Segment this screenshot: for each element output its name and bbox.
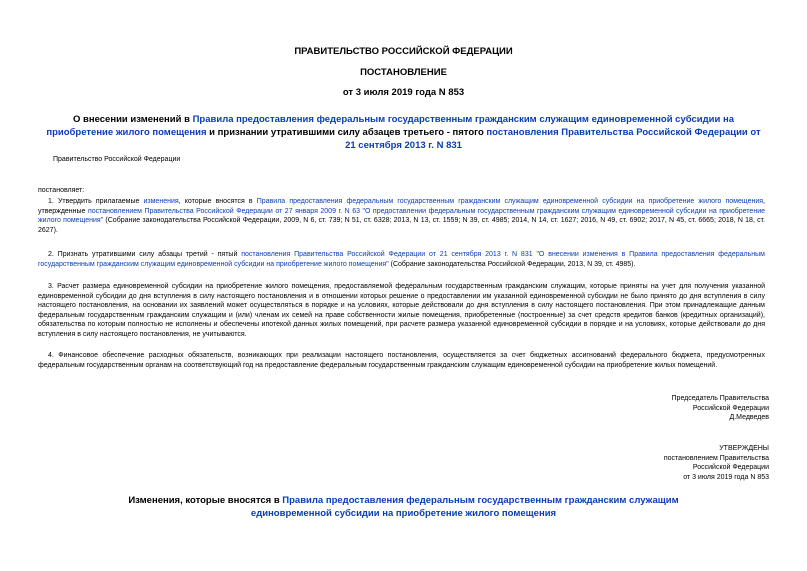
p1-text-3: , утвержденные (38, 198, 765, 215)
date-number-heading: от 3 июля 2019 года N 853 (342, 87, 465, 98)
p1-link-decree-63[interactable]: постановлением Правительства Российской Федерации от 27 января 2009 г. N 63 "О предоставлении федеральным государственным гражданским служащим единовременной субсидии на приобретение жилого помещения" (38, 207, 765, 225)
document-title (40, 113, 767, 152)
approved-line-2: постановлением Правительства (663, 454, 769, 462)
paragraph-2 (38, 250, 765, 269)
paragraph-1 (38, 197, 765, 235)
signature-line-2: Российской Федерации (692, 404, 769, 412)
p1-link-rules[interactable]: Правила предоставления федеральным государственным гражданским служащим единовременной субсидии на приобретение жилого помещения (256, 198, 764, 205)
p1-text-4: (Собрание законодательства Российской Федерации, 2009, N 6, ст. 739; N 51, ст. 6328; 2013, N 13, ст. 1559; N 39, ст. 4985; 2014, N 14, ст. 1627; 2016, N 49, ст. 6902; 2017, N 45, ст. 6665; 2018, N 18, ст. 2627). (38, 217, 765, 234)
changes-title-prefix: Изменения, которые вносятся в (128, 495, 283, 506)
title-middle: и признании утратившими силу абзацев третьего - пятого (206, 127, 487, 138)
p1-link-changes[interactable]: изменения (143, 198, 179, 205)
p2-text-2: (Собрание законодательства Российской Федерации, 2013, N 39, ст. 4985). (388, 260, 636, 268)
p2-link-decree-831[interactable]: постановления Правительства Российской Федерации от 21 сентября 2013 г. N 831 "О внесении изменения в Правила предоставления федеральным государственным гражданским служащим единовременной субсидии на приобретение жилого помещения" (38, 251, 765, 268)
signature-line-3: Д.Медведев (729, 414, 769, 422)
approved-line-4: от 3 июля 2019 года N 853 (683, 473, 769, 481)
paragraph-3 (38, 282, 765, 340)
decides-label: постановляет: (38, 187, 85, 194)
doc-type-heading: ПОСТАНОВЛЕНИЕ (360, 67, 447, 78)
approved-line-1: УТВЕРЖДЕНЫ (719, 445, 769, 452)
government-heading: ПРАВИТЕЛЬСТВО РОССИЙСКОЙ ФЕДЕРАЦИИ (294, 46, 513, 57)
title-link-decree-831[interactable]: постановления Правительства Российской Федерации от 21 сентября 2013 г. N 831 (345, 127, 761, 151)
issuer: Правительство Российской Федерации (53, 156, 181, 163)
changes-title-link-rules[interactable]: Правила предоставления федеральным государственным гражданским служащим единовременной субсидии на приобретение жилого помещения (250, 495, 679, 519)
p1-text-2: , которые вносятся в (178, 198, 257, 205)
p3-text: 3. Расчет размера единовременной субсидии на приобретение жилого помещения, предоставляемой федеральным государственным гражданским служащим, которые приняты на учет для получения указанной единовременной субсидии до дня вступления в силу настоящего постановления и в отношении которых решение о предоставлении им указанной единовременной субсидии не было принято до дня вступления в силу настоящего постановления, на основании их заявлений может осуществляться в порядке и на условиях, которые действовали до дня вступления в силу настоящего постановления. При этом принадлежащие данным федеральным государственным гражданским служащим и (или) членам их семей на праве собственности жилые помещения, приобретенные (построенные) за счет средств кредитов банков (кредитных организаций), обязательства по которым полностью не исполнены и обеспечены ипотекой данных жилых помещений, при расчете размера указанной единовременной субсидии в порядке и на условиях, которые действовали до дня вступления в силу настоящего постановления, не учитываются. (38, 283, 765, 338)
approved-line-3: Российской Федерации (692, 464, 769, 472)
p2-text-1: 2. Признать утратившими силу абзацы третий - пятый (48, 251, 242, 258)
title-prefix: О внесении изменений в (73, 114, 193, 125)
paragraph-4 (38, 351, 765, 370)
title-link-rules[interactable]: Правила предоставления федеральным государственным гражданским служащим единовременной субсидии на приобретение жилого помещения (46, 114, 734, 138)
signature-line-1: Председатель Правительства (671, 395, 769, 402)
changes-title (90, 494, 717, 520)
p1-text-1: 1. Утвердить прилагаемые (48, 198, 144, 205)
approved-block (664, 444, 769, 482)
signature-block (672, 394, 769, 423)
p4-text: 4. Финансовое обеспечение расходных обязательств, возникающих при реализации настоящего постановления, осуществляется за счет бюджетных ассигнований федерального бюджета, предусмотренных федеральным государственным органам на соответствующий год на предоставление федеральным государственным гражданским служащим единовременной субсидии на приобретение жилых помещений. (38, 352, 765, 369)
